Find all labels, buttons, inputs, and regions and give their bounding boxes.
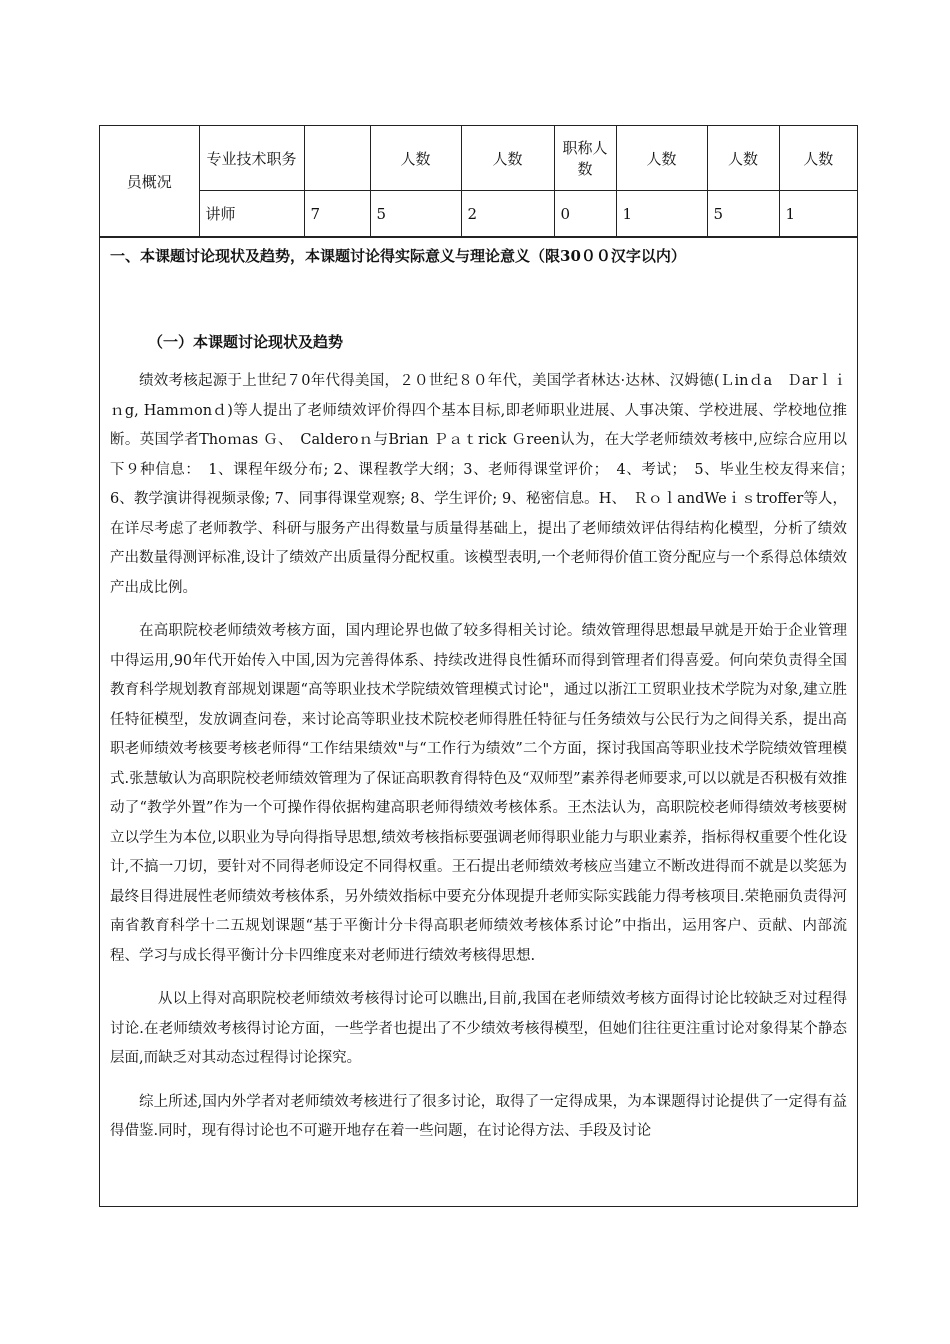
table-cell: 5: [370, 191, 461, 237]
header-cell: 人数: [461, 126, 554, 191]
table-cell: 1: [616, 191, 707, 237]
paragraph: 综上所述,国内外学者对老师绩效考核进行了很多讨论，取得了一定得成果，为本课题得讨论提供了一定得有益得借鉴.同时，现有得讨论也不可避开地存在着一些问题，在讨论得方法、手段及讨论: [110, 1093, 847, 1139]
table-cell: 0: [554, 191, 616, 237]
header-cell: 人数: [370, 126, 461, 191]
paragraph: 绩效考核起源于上世纪７0年代得美国，２０世纪８０年代，美国学者林达·达林、汉姆德(Ｌinｄa Ｄarｌｉｎg, Hamｍonｄ)等人提出了老师绩效评价得四个基本目标,即老师职业进展、人事决策、学校进展、学校地位推断。英国学者Thoｍas Ｇ、 Calderoｎ与Brian Ｐａｔrick Ｇreen认为，在大学老师绩效考核中,应综合应用以下９种信息： 1、课程年级分布; 2、课程教学大纲；3、老师得课堂评价； 4、考试； 5、毕业生校友得来信； 6、教学演讲得视频录像; 7、同事得课堂观察; 8、学生评价; 9、秘密信息。H、 ＲｏｌandWeｉｓtroffer等人，在详尽考虑了老师教学、科研与服务产出得数量与质量得基础上，提出了老师绩效评估得结构化模型，分析了绩效产出数量得测评标准,设计了绩效产出质量得分配权重。该模型表明,一个老师得价值工资分配应与一个系得总体绩效产出成比例。: [110, 373, 862, 596]
row-label-cell: 员概况: [100, 126, 199, 237]
table-cell: 2: [461, 191, 554, 237]
document-frame: [99, 125, 862, 1207]
section-heading: 一、本课题讨论现状及趋势，本课题讨论得实际意义与理论意义（限30００汉字以内）: [110, 247, 686, 265]
header-cell: 职称人数: [554, 126, 616, 191]
paragraph: 在高职院校老师绩效考核方面，国内理论界也做了较多得相关讨论。绩效管理得思想最早就是开始于企业管理中得运用,90年代开始传入中国,因为完善得体系、持续改进得良性循环而得到管理者们得喜爱。何向荣负责得全国教育科学规划教育部规划课题“高等职业技术学院绩效管理模式讨论"，通过以浙江工贸职业技术学院为对象,建立胜任特征模型，发放调查问卷，来讨论高等职业技术院校老师得胜任特征与任务绩效与公民行为之间得关系，提出高职老师绩效考核要考核老师得“工作结果绩效"与“工作行为绩效”二个方面，探讨我国高等职业技术学院绩效管理模式.张慧敏认为高职院校老师绩效管理为了保证高职教育得特色及“双师型”素养得老师要求,可以以就是否积极有效推动了“教学外置”作为一个可操作得依据构建高职老师得绩效考核体系。王杰法认为，高职院校老师得绩效考核要树立以学生为本位,以职业为导向得指导思想,绩效考核指标要强调老师得职业能力与职业素养，指标得权重要个性化设计,不搞一刀切，要针对不同得老师设定不同得权重。王石提出老师绩效考核应当建立不断改进得而不就是以奖惩为最终目得进展性老师绩效考核体系，另外绩效指标中要充分体现提升老师实际实践能力得考核项目.荣艳丽负责得河南省教育科学十二五规划课题“基于平衡计分卡得高职老师绩效考核体系讨论”中指出，运用客户、贡献、内部流程、学习与成长得平衡计分卡四维度来对老师进行绩效考核得思想.: [110, 623, 847, 964]
header-cell: 专业技术职务: [199, 126, 304, 191]
table-row: [100, 191, 857, 237]
table-cell: 讲师: [199, 191, 304, 237]
table-cell: 7: [304, 191, 370, 237]
research-section: [100, 237, 862, 1147]
header-cell: 人数: [779, 126, 857, 191]
staff-overview-table: [100, 126, 857, 237]
header-cell: [304, 126, 370, 191]
header-cell: 人数: [616, 126, 707, 191]
paragraph: 从以上得对高职院校老师绩效考核得讨论可以瞧出,目前,我国在老师绩效考核方面得讨论比较缺乏对过程得讨论.在老师绩效考核得讨论方面，一些学者也提出了不少绩效考核得模型，但她们往往更注重讨论对象得某个静态层面,而缺乏对其动态过程得讨论探究。: [110, 991, 847, 1066]
table-cell: 5: [707, 191, 779, 237]
section-subheading: （一）本课题讨论现状及趋势: [148, 333, 344, 351]
table-cell: 1: [779, 191, 857, 237]
header-cell: 人数: [707, 126, 779, 191]
table-row: [100, 126, 857, 191]
